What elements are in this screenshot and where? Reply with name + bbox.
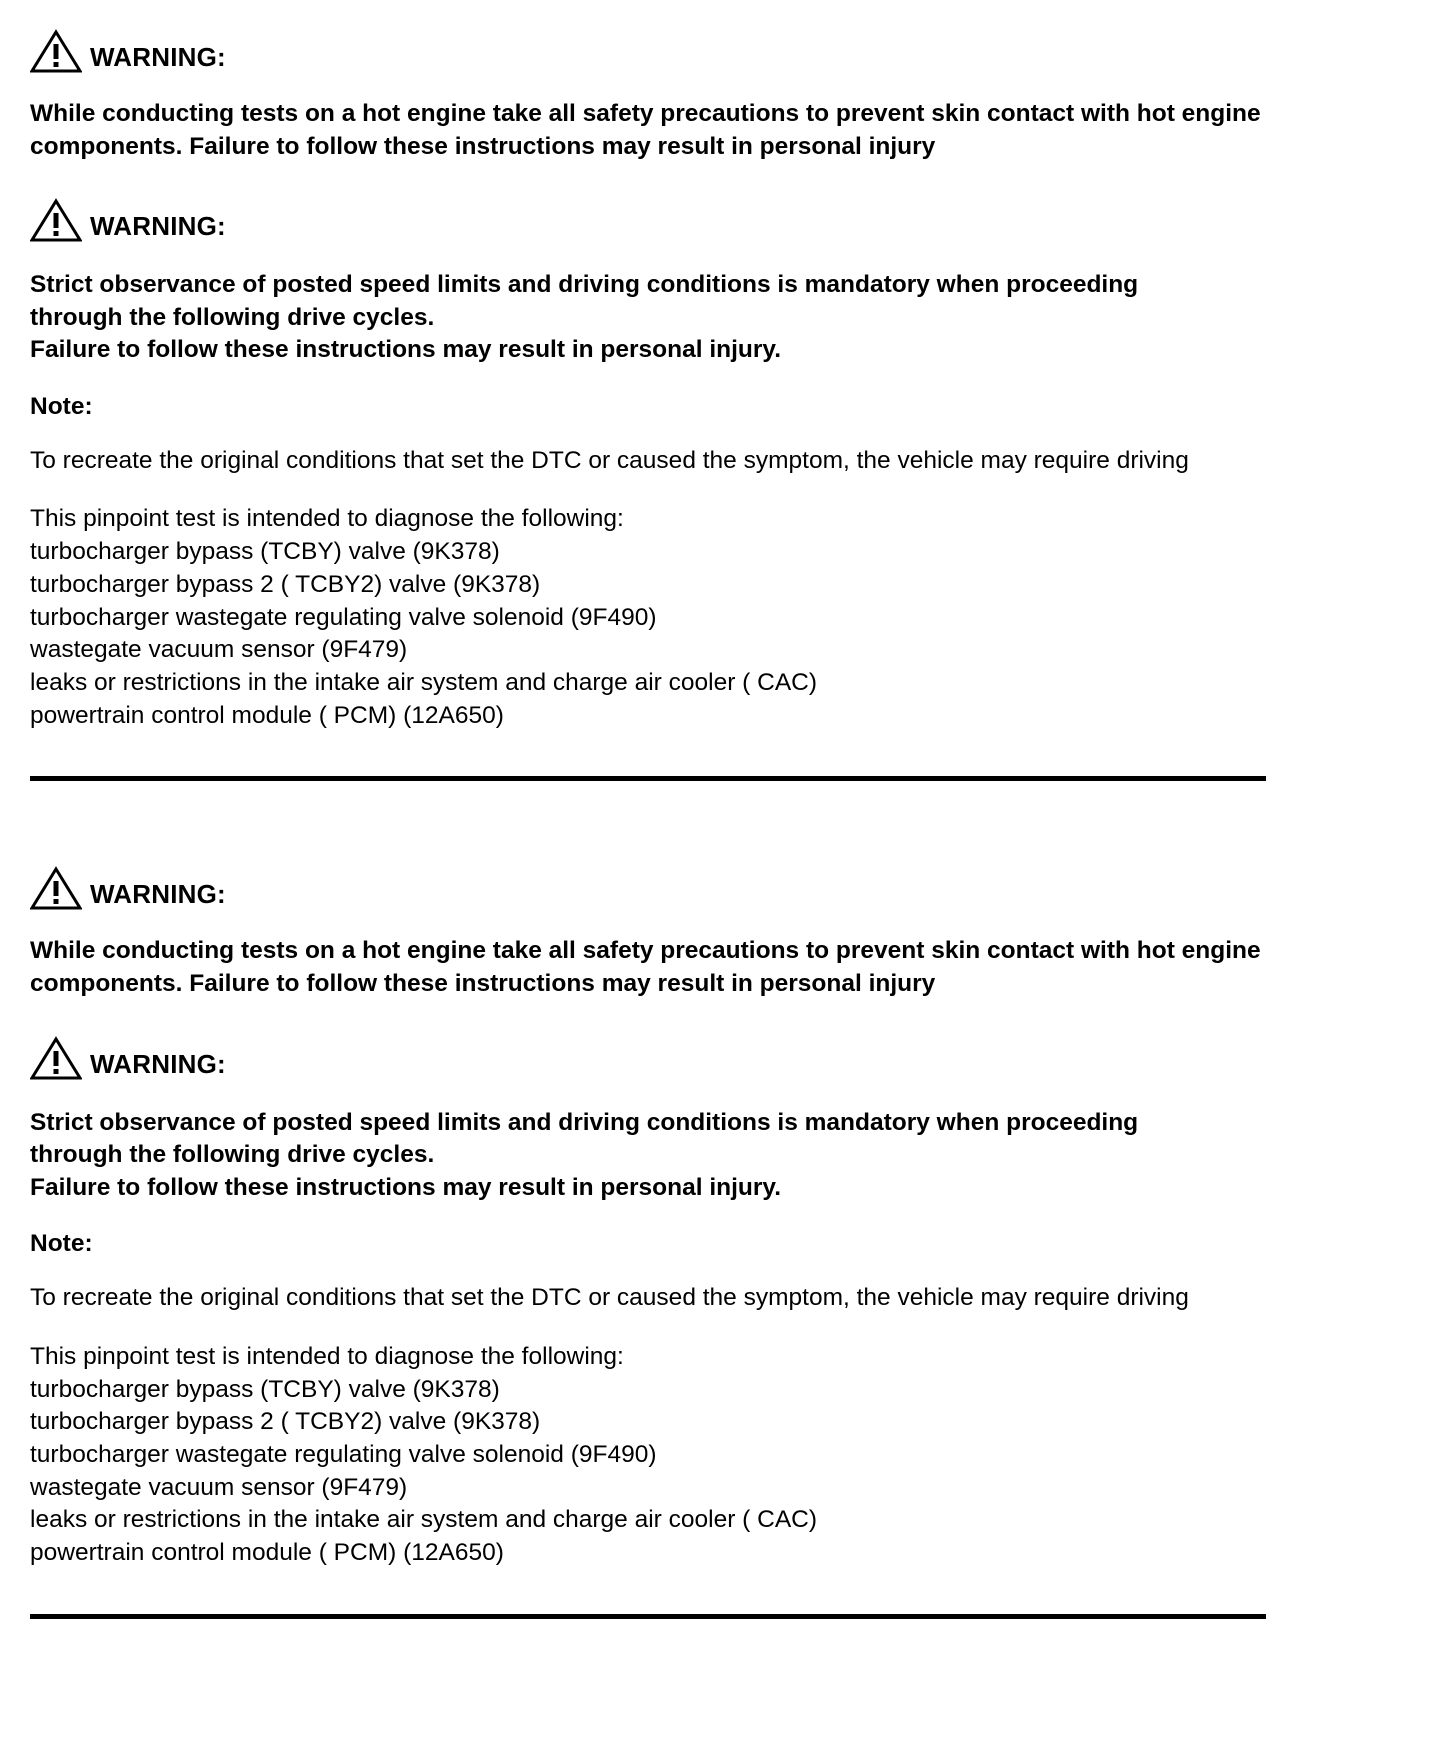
warning-header-2b <box>30 1001 1426 1081</box>
list-item: powertrain control module ( PCM) (12A650) <box>30 701 504 729</box>
warning-header-1a <box>30 18 1426 74</box>
list-item: turbocharger wastegate regulating valve solenoid (9F490) <box>30 1440 657 1468</box>
diagnose-list-2 <box>30 1341 1426 1570</box>
warning-triangle-icon <box>30 28 82 74</box>
list-item: leaks or restrictions in the intake air system and charge air cooler ( CAC) <box>30 668 818 696</box>
list-item: turbocharger bypass (TCBY) valve (9K378) <box>30 1375 500 1403</box>
warning-text-1b-line1: Strict observance of posted speed limits and driving conditions is mandatory when proceeding through the following drive cycles. <box>30 271 1139 331</box>
note-text-2: To recreate the original conditions that set the DTC or caused the symptom, the vehicle may require driving <box>30 1284 1189 1312</box>
list-item: leaks or restrictions in the intake air system and charge air cooler ( CAC) <box>30 1506 818 1534</box>
section-gap-1 <box>30 781 1426 855</box>
diagnose-intro-2: This pinpoint test is intended to diagnose the following: <box>30 1342 624 1370</box>
note-label-2: Note: <box>30 1230 93 1258</box>
list-item: powertrain control module ( PCM) (12A650) <box>30 1539 504 1567</box>
list-item: turbocharger bypass 2 ( TCBY2) valve (9K378) <box>30 570 541 598</box>
pinpoint-test-section-2 <box>30 855 1426 1618</box>
warning-header-2a <box>30 855 1426 911</box>
warning-triangle-icon <box>30 197 82 243</box>
list-item: turbocharger bypass 2 ( TCBY2) valve (9K378) <box>30 1408 541 1436</box>
section-divider-2 <box>30 1614 1266 1619</box>
warning-triangle-icon <box>30 1035 82 1081</box>
pinpoint-test-section-1 <box>30 18 1426 781</box>
warning-label-1a: WARNING: <box>90 42 226 72</box>
warning-text-2a: While conducting tests on a hot engine take all safety precautions to prevent skin contact with hot engine components. Failure to follow these instructions may result in personal injury <box>30 937 1261 997</box>
diagnose-list-1 <box>30 503 1426 732</box>
warning-label-2b: WARNING: <box>90 1048 226 1079</box>
warning-text-2b-line2: Failure to follow these instructions may result in personal injury. <box>30 1173 782 1201</box>
warning-label-2a: WARNING: <box>90 879 226 910</box>
list-item: turbocharger bypass (TCBY) valve (9K378) <box>30 538 500 566</box>
warning-label-1b: WARNING: <box>90 211 226 242</box>
warning-text-1b-line2: Failure to follow these instructions may result in personal injury. <box>30 336 782 364</box>
warning-text-2b-line1: Strict observance of posted speed limits and driving conditions is mandatory when proceeding through the following drive cycles. <box>30 1108 1139 1169</box>
section-divider-1 <box>30 776 1266 781</box>
note-label-1: Note: <box>30 392 93 420</box>
list-item: turbocharger wastegate regulating valve solenoid (9F490) <box>30 603 657 631</box>
note-text-1: To recreate the original conditions that set the DTC or caused the symptom, the vehicle may require driving <box>30 446 1189 474</box>
list-item: wastegate vacuum sensor (9F479) <box>30 636 408 664</box>
warning-text-1a: While conducting tests on a hot engine take all safety precautions to prevent skin contact with hot engine components. Failure to follow these instructions may result in personal injury <box>30 100 1261 160</box>
list-item: wastegate vacuum sensor (9F479) <box>30 1473 408 1501</box>
warning-triangle-icon <box>30 865 82 911</box>
warning-header-1b <box>30 163 1426 243</box>
diagnose-intro-1: This pinpoint test is intended to diagnose the following: <box>30 505 624 533</box>
